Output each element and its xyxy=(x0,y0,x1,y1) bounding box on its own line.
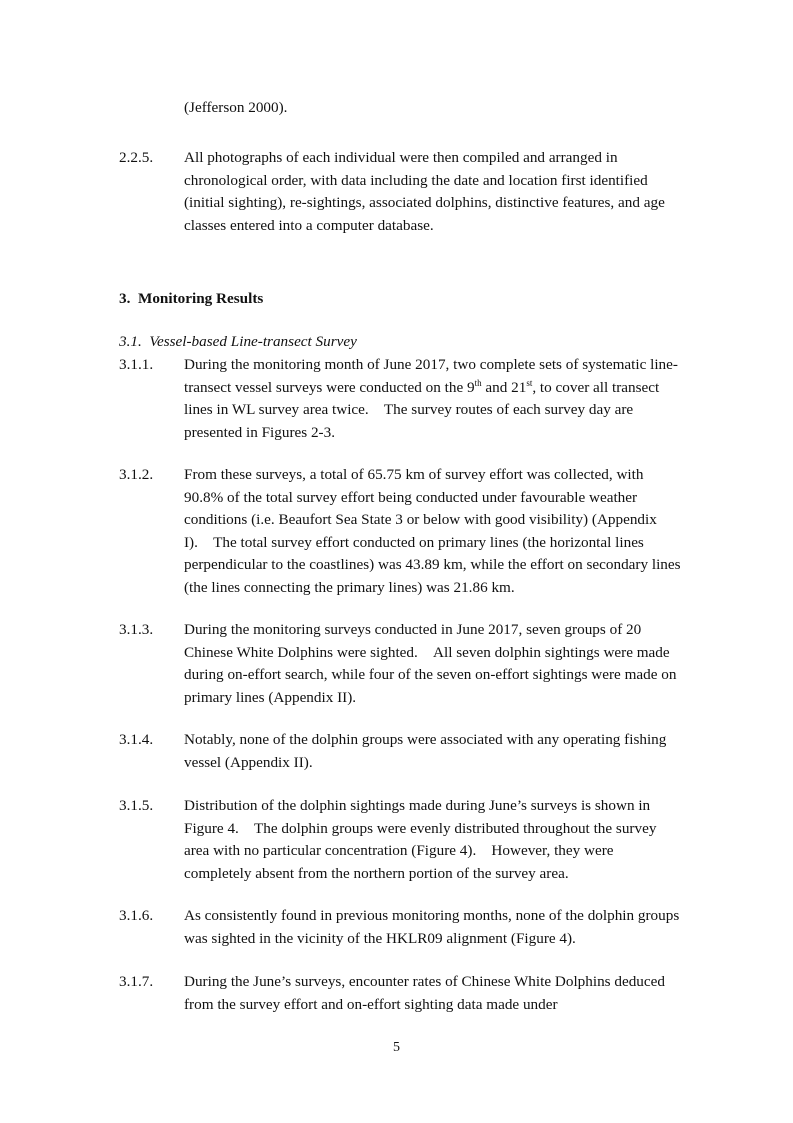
superscript-th: th xyxy=(474,377,482,388)
page-number: 5 xyxy=(393,1040,400,1055)
paragraph-3-1-1 xyxy=(184,354,684,444)
paragraph-3-1-1-part-c: , to cover all transect lines in WL survey area twice. The survey routes of each survey day are presented in Figures 2-3. xyxy=(184,378,660,441)
paragraph-3-1-5: Distribution of the dolphin sightings made during June’s surveys is shown in Figure 4. The dolphin groups were evenly distributed throughout the survey area with no particular concentration (Figure 4). However, they were completely absent from the northern portion of the survey area. xyxy=(184,797,657,882)
paragraph-number-3-1-1: 3.1.1. xyxy=(119,356,154,373)
paragraph-3-1-3: During the monitoring surveys conducted in June 2017, seven groups of 20 Chinese White Dolphins were sighted. All seven dolphin sightings were made during on-effort search, while four of the seven on-effort sightings were made on primary lines (Appendix II). xyxy=(184,621,677,706)
paragraph-number-3-1-3: 3.1.3. xyxy=(119,621,154,638)
superscript-st: st xyxy=(526,377,533,388)
paragraph-number-3-1-6: 3.1.6. xyxy=(119,907,154,924)
paragraph-number-3-1-5: 3.1.5. xyxy=(119,797,154,814)
paragraph-3-1-7: During the June’s surveys, encounter rates of Chinese White Dolphins deduced from the survey effort and on-effort sighting data made under xyxy=(184,973,665,1013)
carryover-text: (Jefferson 2000). xyxy=(184,99,288,116)
paragraph-number-3-1-7: 3.1.7. xyxy=(119,973,154,990)
paragraph-number-3-1-4: 3.1.4. xyxy=(119,731,154,748)
paragraph-3-1-1-part-a: During the monitoring month of June 2017, two complete sets of systematic line-transect vessel surveys were conducted on the 9 xyxy=(184,356,678,396)
paragraph-3-1-6: As consistently found in previous monitoring months, none of the dolphin groups was sighted in the vicinity of the HKLR09 alignment (Figure 4). xyxy=(184,907,680,947)
section-heading-monitoring-results: 3. Monitoring Results xyxy=(119,290,264,307)
subsection-heading-vessel-survey: 3.1. Vessel-based Line-transect Survey xyxy=(119,333,357,350)
paragraph-3-1-4: Notably, none of the dolphin groups were associated with any operating fishing vessel (Appendix II). xyxy=(184,731,667,771)
paragraph-3-1-1-part-b: and 21 xyxy=(481,378,527,396)
paragraph-2-2-5: All photographs of each individual were then compiled and arranged in chronological order, with data including the date and location first identified (initial sighting), re-sightings, associated dolphins, distinctive features, and age classes entered into a computer database. xyxy=(184,149,665,234)
paragraph-number-3-1-2: 3.1.2. xyxy=(119,466,154,483)
paragraph-number-2-2-5: 2.2.5. xyxy=(119,149,154,166)
paragraph-3-1-2: From these surveys, a total of 65.75 km of survey effort was collected, with 90.8% of the total survey effort being conducted under favourable weather conditions (i.e. Beaufort Sea State 3 or below with good visibility) (Appendix I). The total survey effort conducted on primary lines (the horizontal lines perpendicular to the coastlines) was 43.89 km, while the effort on secondary lines (the lines connecting the primary lines) was 21.86 km. xyxy=(184,466,681,596)
